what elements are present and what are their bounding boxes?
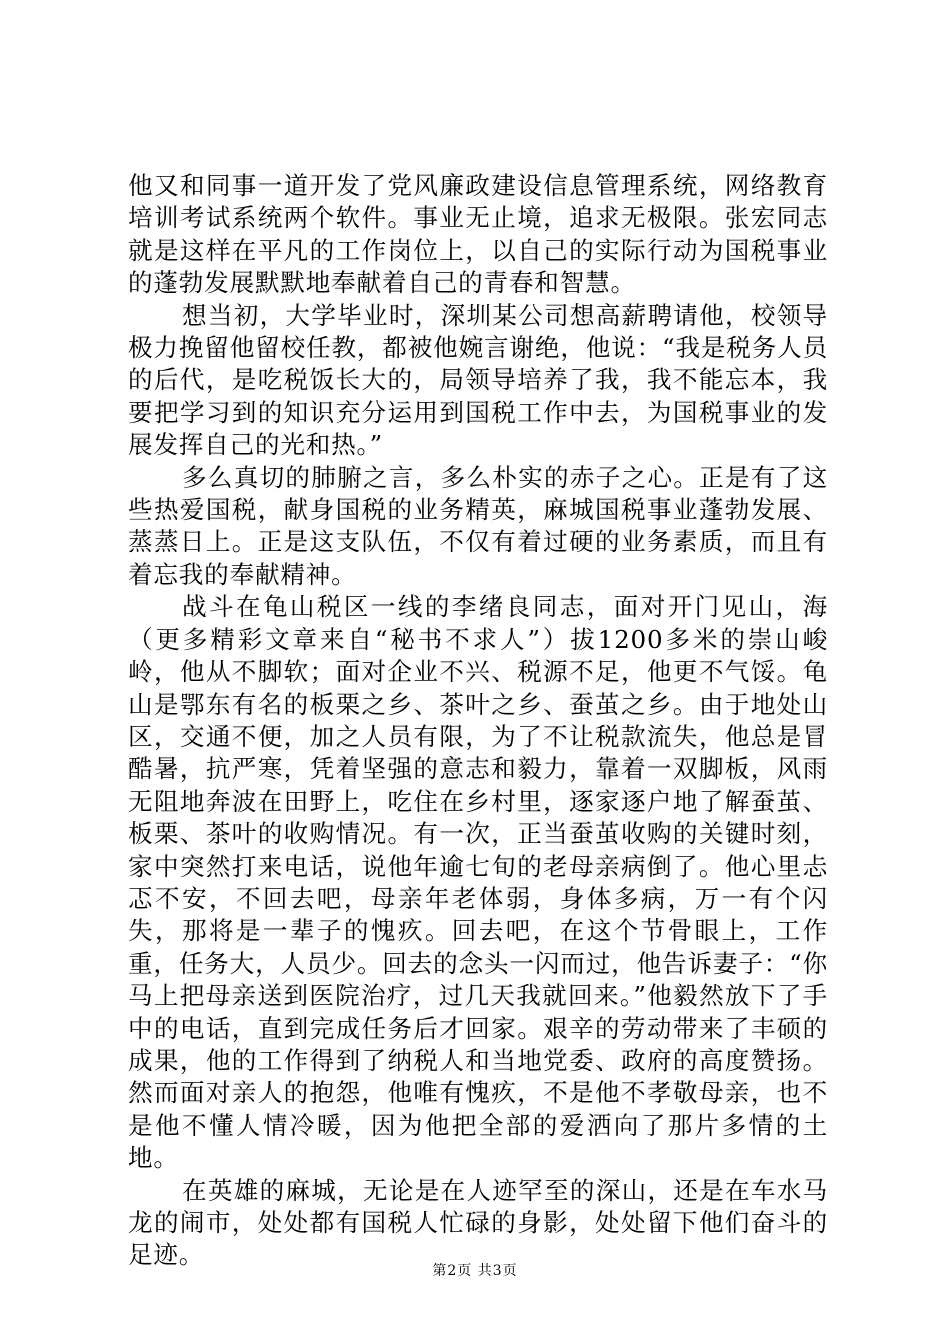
paragraph-graduation: 想当初，大学毕业时，深圳某公司想高薪聘请他，校领导极力挽留他留校任教，都被他婉言谢绝，他说：“我是税务人员的后代，是吃税饭长大的，局领导培养了我，我不能忘本，我要把学习到的知识充分运用到国税工作中去，为国税事业的发展发挥自己的光和热。” [128,300,828,460]
article-body [128,170,828,1272]
paragraph-heartfelt-words: 多么真切的肺腑之言，多么朴实的赤子之心。正是有了这些热爱国税，献身国税的业务精英，麻城国税事业蓬勃发展、蒸蒸日上。正是这支队伍，不仅有着过硬的业务素质，而且有着忘我的奉献精神。 [128,462,828,589]
paragraph-closing: 在英雄的麻城，无论是在人迹罕至的深山，还是在车水马龙的闹市，处处都有国税人忙碌的身影，处处留下他们奋斗的足迹。 [128,1175,828,1270]
paragraph-continuation: 他又和同事一道开发了党风廉政建设信息管理系统，网络教育培训考试系统两个软件。事业无止境，追求无极限。张宏同志就是这样在平凡的工作岗位上，以自己的实际行动为国税事业的蓬勃发展默默地奉献着自己的青春和智慧。 [128,171,828,298]
paragraph-li-xuliang: 战斗在龟山税区一线的李绪良同志，面对开门见山，海（更多精彩文章来自“秘书不求人”）拔1200多米的崇山峻岭，他从不脚软；面对企业不兴、税源不足，他更不气馁。龟山是鄂东有名的板栗之乡、茶叶之乡、蚕茧之乡。由于地处山区，交通不便，加之人员有限，为了不让税款流失，他总是冒酷暑，抗严寒，凭着坚强的意志和毅力，靠着一双脚板，风雨无阻地奔波在田野上，吃住在乡村里，逐家逐户地了解蚕茧、板栗、茶叶的收购情况。有一次，正当蚕茧收购的关键时刻，家中突然打来电话，说他年逾七旬的老母亲病倒了。他心里忐忑不安，不回去吧，母亲年老体弱，身体多病，万一有个闪失，那将是一辈子的愧疚。回去吧，在这个节骨眼上，工作重，任务大，人员少。回去的念头一闪而过，他告诉妻子：“你马上把母亲送到医院治疗，过几天我就回来。”他毅然放下了手中的电话，直到完成任务后才回家。艰辛的劳动带来了丰硕的成果，他的工作得到了纳税人和当地党委、政府的高度赞扬。然而面对亲人的抱怨，他唯有愧疚，不是他不孝敬母亲，也不是他不懂人情冷暖，因为他把全部的爱洒向了那片多情的土地。 [128,592,828,1173]
page-number-footer: 第2页 共3页 [432,1263,518,1279]
